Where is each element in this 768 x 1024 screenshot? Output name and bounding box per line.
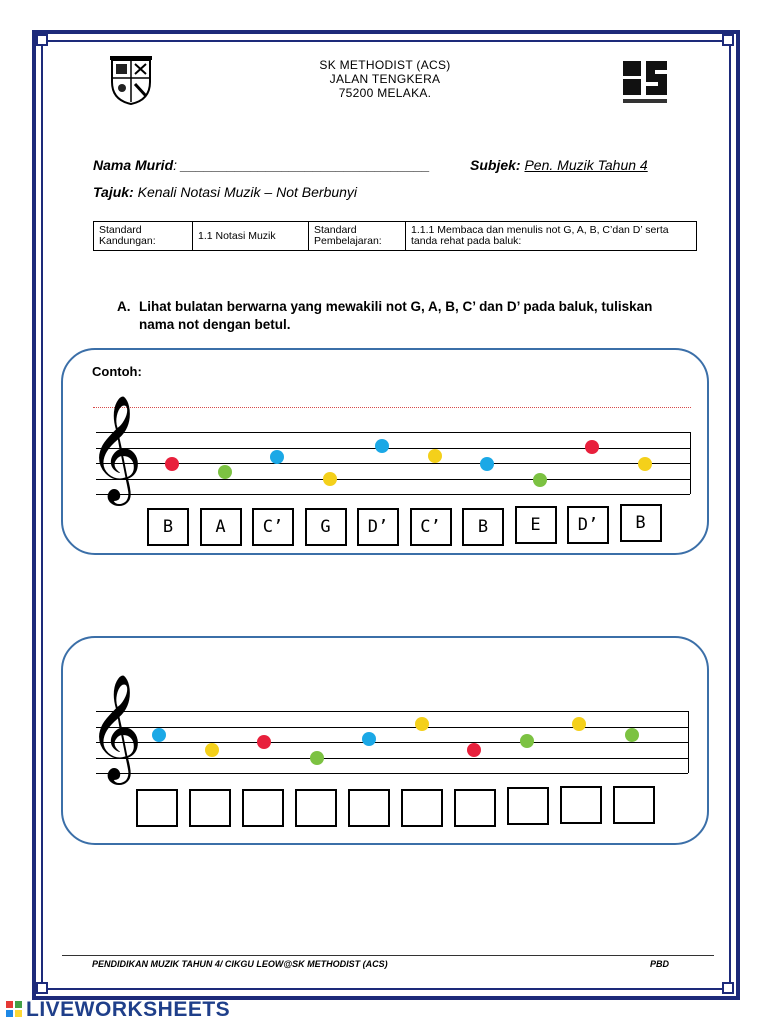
title-value: Kenali Notasi Muzik – Not Berbunyi <box>137 184 358 200</box>
note-dot <box>310 751 324 765</box>
note-dot <box>480 457 494 471</box>
staff-line <box>96 773 688 774</box>
answer-box: C’ <box>252 508 294 546</box>
instruction-letter: A. <box>117 299 131 314</box>
footer-tag: PBD <box>650 959 670 969</box>
note-dot <box>257 735 271 749</box>
note-dot <box>218 465 232 479</box>
school-emblem-icon <box>620 58 670 108</box>
standard-content-value: 1.1 Notasi Muzik <box>193 222 309 251</box>
note-dot <box>270 450 284 464</box>
answer-box[interactable] <box>189 789 231 827</box>
instruction-text: Lihat bulatan berwarna yang mewakili not G, A, B, C’ dan D’ pada baluk, tuliskan nama not dengan betul. <box>139 299 653 332</box>
note-dot <box>533 473 547 487</box>
school-street: JALAN TENGKERA <box>329 72 441 86</box>
school-address <box>260 58 510 100</box>
treble-clef-icon: 𝄞 <box>88 394 143 501</box>
standard-content-label: Standard Kandungan: <box>94 222 193 251</box>
answer-box[interactable] <box>560 786 602 824</box>
standards-table <box>93 221 697 251</box>
staff-line <box>96 494 690 495</box>
answer-box[interactable] <box>242 789 284 827</box>
footer-rule <box>62 955 714 956</box>
student-name-label: Nama Murid <box>93 157 174 173</box>
note-dot <box>323 472 337 486</box>
answer-box: D’ <box>567 506 609 544</box>
note-dot <box>152 728 166 742</box>
note-dot <box>520 734 534 748</box>
answer-box: A <box>200 508 242 546</box>
title-row <box>93 184 357 200</box>
subject-row <box>470 157 648 173</box>
corner-ornament <box>36 982 48 994</box>
answer-box[interactable] <box>348 789 390 827</box>
answer-box: C’ <box>410 508 452 546</box>
answer-box: D’ <box>357 508 399 546</box>
staff-line <box>96 758 688 759</box>
treble-clef-icon: 𝄞 <box>88 673 143 780</box>
corner-ornament <box>36 34 48 46</box>
answer-box[interactable] <box>401 789 443 827</box>
staff-barline <box>690 432 691 494</box>
staff-line <box>96 711 688 712</box>
student-name-blank[interactable]: : ________________________________ <box>173 157 431 173</box>
footer-text: PENDIDIKAN MUZIK TAHUN 4/ CIKGU LEOW@SK METHODIST (ACS) <box>92 959 388 969</box>
answer-box: B <box>147 508 189 546</box>
liveworksheets-brand: LIVEWORKSHEETS <box>26 998 231 1021</box>
staff-line <box>96 463 690 464</box>
standard-learning-label: Standard Pembelajaran: <box>309 222 406 251</box>
title-label: Tajuk: <box>93 184 134 200</box>
answer-box[interactable] <box>295 789 337 827</box>
instruction <box>117 298 687 334</box>
note-dot <box>362 732 376 746</box>
note-dot <box>572 717 586 731</box>
answer-box: E <box>515 506 557 544</box>
note-dot <box>625 728 639 742</box>
note-dot <box>638 457 652 471</box>
school-name: SK METHODIST (ACS) <box>319 58 451 72</box>
student-name-row <box>93 157 430 173</box>
note-dot <box>428 449 442 463</box>
note-dot <box>415 717 429 731</box>
answer-box: G <box>305 508 347 546</box>
answer-box[interactable] <box>454 789 496 827</box>
subject-label: Subjek: <box>470 157 521 173</box>
corner-ornament <box>722 34 734 46</box>
staff-line <box>96 432 690 433</box>
answer-box[interactable] <box>136 789 178 827</box>
staff-line <box>96 727 688 728</box>
note-dot <box>205 743 219 757</box>
note-dot <box>467 743 481 757</box>
subject-value: Pen. Muzik Tahun 4 <box>524 157 648 173</box>
note-dot <box>375 439 389 453</box>
answer-box[interactable] <box>507 787 549 825</box>
school-crest-icon <box>108 56 154 106</box>
answer-box[interactable] <box>613 786 655 824</box>
liveworksheets-logo-icon <box>6 1001 22 1017</box>
staff-line <box>96 448 690 449</box>
answer-box: B <box>462 508 504 546</box>
dotted-divider <box>93 407 691 408</box>
note-dot <box>165 457 179 471</box>
note-dot <box>585 440 599 454</box>
staff-line <box>96 479 690 480</box>
corner-ornament <box>722 982 734 994</box>
example-label: Contoh: <box>92 364 142 379</box>
standard-learning-value: 1.1.1 Membaca dan menulis not G, A, B, C’dan D’ serta tanda rehat pada baluk: <box>406 222 697 251</box>
staff-barline <box>688 711 689 773</box>
school-city: 75200 MELAKA. <box>338 86 432 100</box>
answer-box: B <box>620 504 662 542</box>
staff-line <box>96 742 688 743</box>
